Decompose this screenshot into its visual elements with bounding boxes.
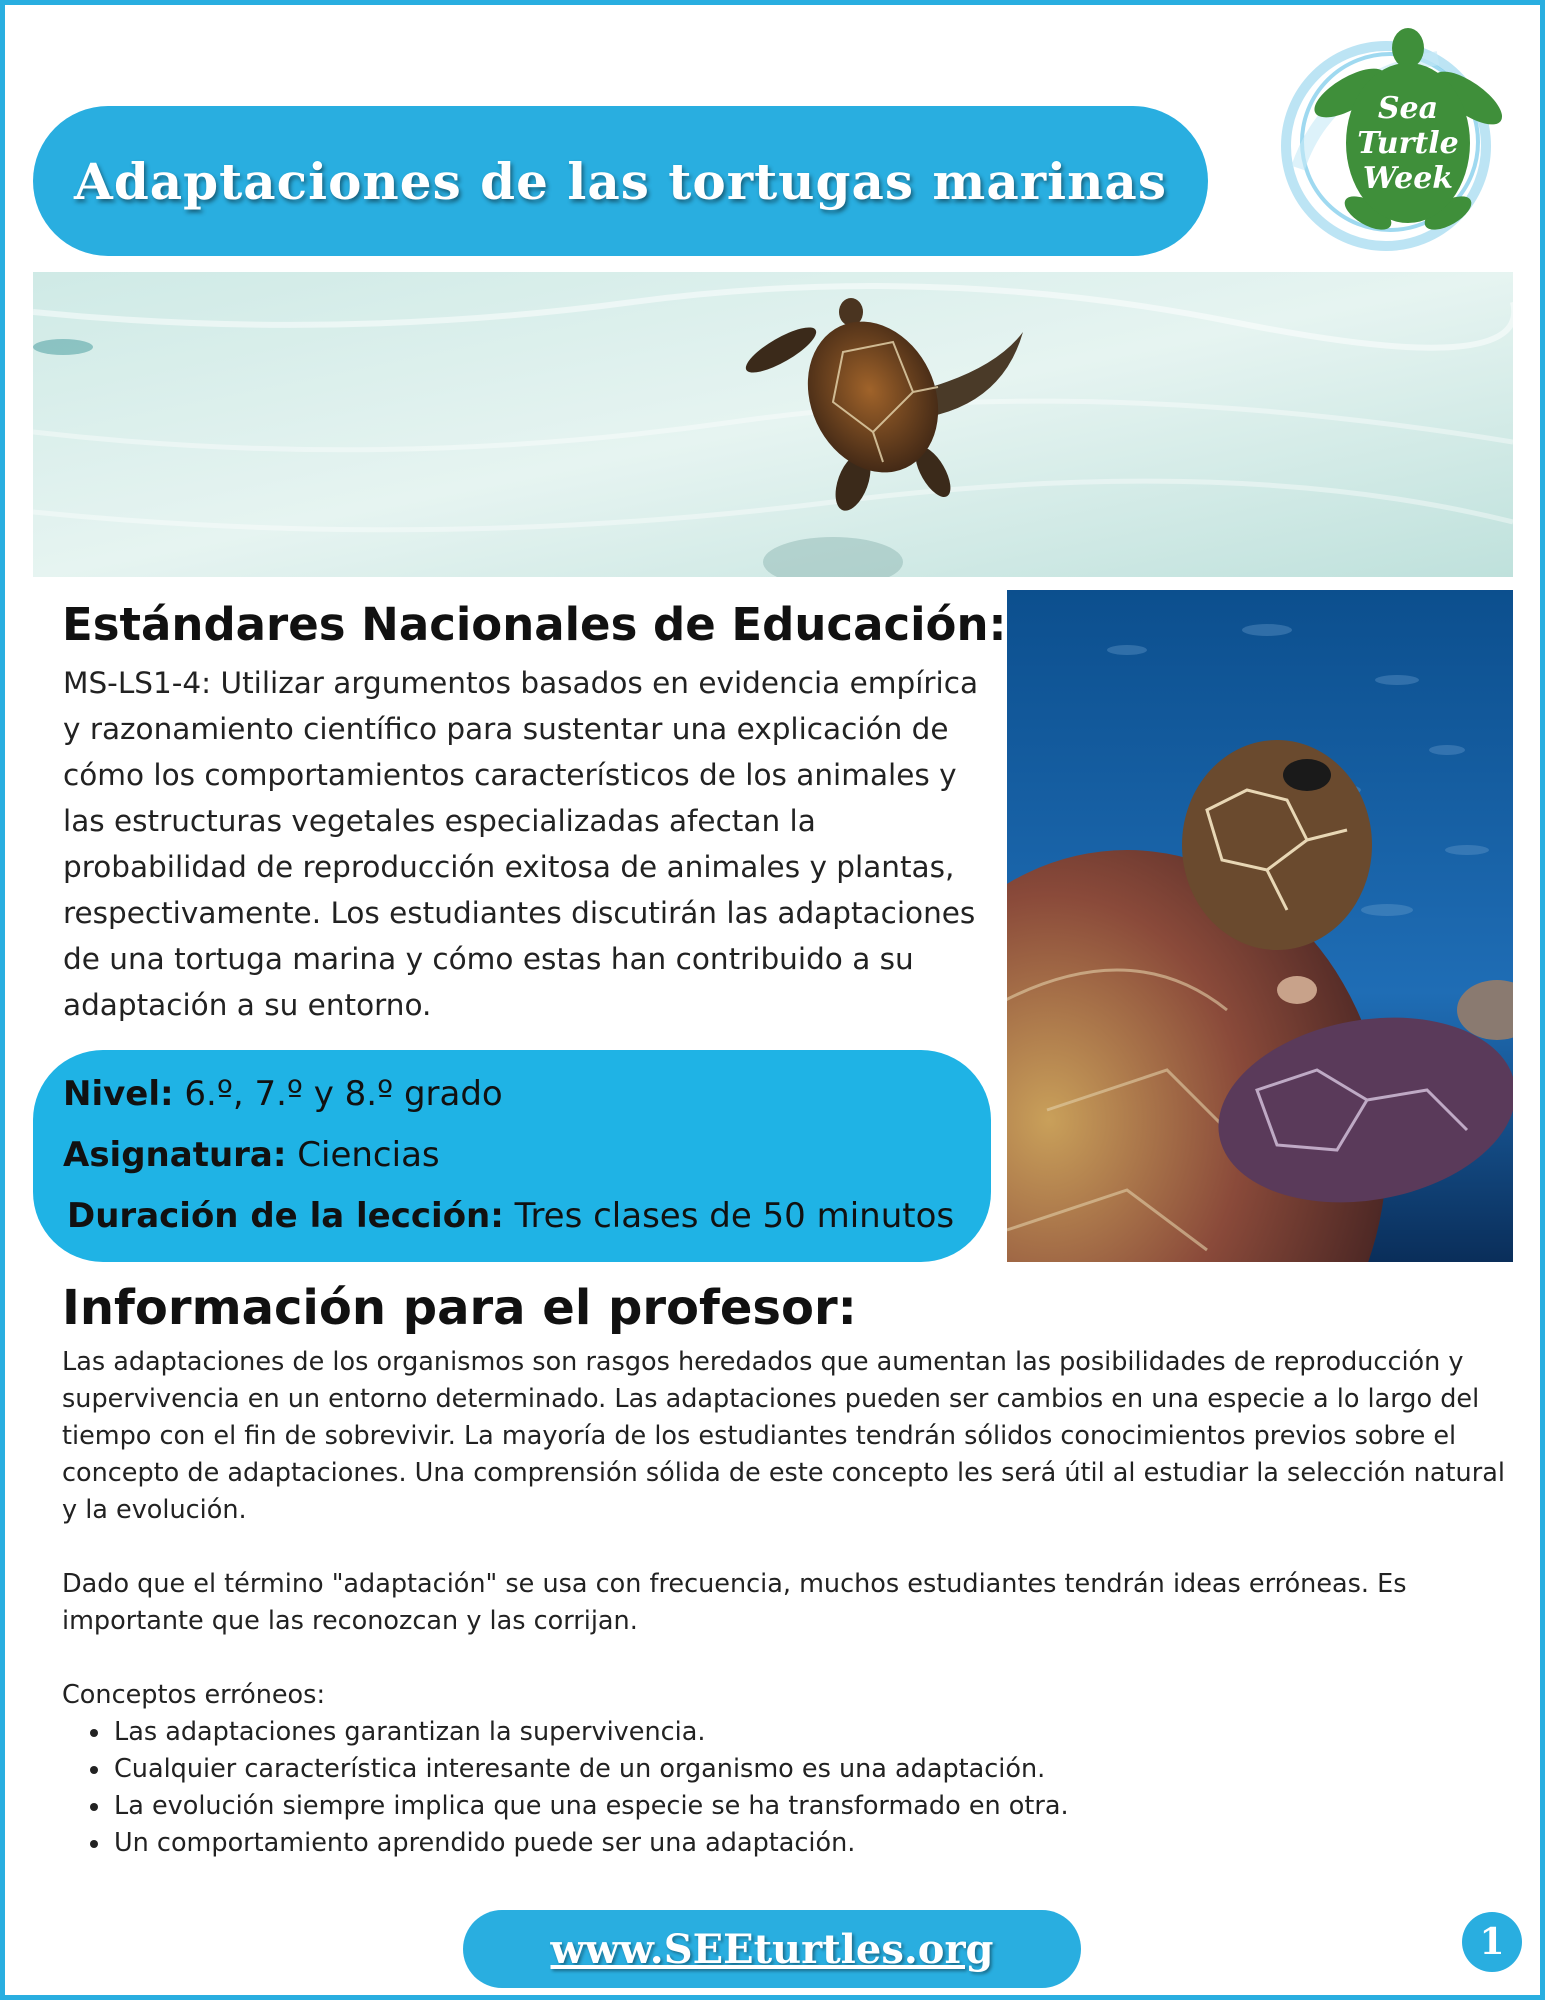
logo-word-turtle: Turtle [1357, 126, 1459, 161]
subject-label: Asignatura: [63, 1135, 287, 1175]
adult-turtle-photo [1007, 590, 1513, 1262]
duration-label: Duración de la lección: [67, 1196, 504, 1236]
standards-heading: Estándares Nacionales de Educación: [62, 598, 1007, 651]
teacher-paragraph-1: Las adaptaciones de los organismos son rasgos heredados que aumentan las posibilidades de reproducción y supervivencia en un entorno determinado. Las adaptaciones pueden ser cambios en una especie a lo largo del tiempo con el fin de sobrevivir. La mayoría de los estudiantes tendrán sólidos conocimientos previos sobre el concepto de adaptaciones. Una comprensión sólida de este concepto les será útil al estudiar la selección natural y la evolución. [62, 1347, 1505, 1525]
misconceptions-label: Conceptos erróneos: [62, 1680, 326, 1710]
level-label: Nivel: [63, 1074, 174, 1114]
list-item: • La evolución siempre implica que una especie se ha transformado en otra. [112, 1788, 1512, 1825]
teacher-info-heading: Información para el profesor: [62, 1280, 857, 1336]
website-link[interactable] [463, 1910, 1081, 1988]
duration-value: Tres clases de 50 minutos [503, 1196, 955, 1236]
sea-turtle-week-logo [1268, 18, 1518, 258]
page-number: 1 [1462, 1912, 1522, 1972]
subject-value: Ciencias [286, 1135, 440, 1175]
misconceptions-list [62, 1714, 1512, 1862]
page-title: Adaptaciones de las tortugas marinas [74, 151, 1167, 211]
level-row [63, 1074, 503, 1114]
list-item: • Cualquier característica interesante de un organismo es una adaptación. [112, 1751, 1512, 1788]
lesson-info-box [33, 1050, 991, 1262]
logo-word-sea: Sea [1377, 91, 1439, 126]
standards-text: MS-LS1-4: Utilizar argumentos basados en evidencia empírica y razonamiento científico para sustentar una explicación de cómo los comportamientos característicos de los animales y las estructuras vegetales especializadas afectan la probabilidad de reproducción exitosa de animales y plantas, respectivamente. Los estudiantes discutirán las adaptaciones de una tortuga marina y cómo estas han contribuido a su adaptación a su entorno. [63, 666, 979, 1022]
list-item: • Un comportamiento aprendido puede ser una adaptación. [112, 1825, 1512, 1862]
banner-turtle-photo [33, 272, 1513, 577]
subject-row [63, 1135, 440, 1175]
logo-word-week: Week [1362, 161, 1454, 196]
website-url[interactable]: www.SEEturtles.org [550, 1925, 994, 1973]
level-value: 6.º, 7.º y 8.º grado [173, 1074, 503, 1114]
teacher-info-text [62, 1344, 1512, 1862]
duration-row [67, 1196, 954, 1236]
teacher-paragraph-2: Dado que el término "adaptación" se usa con frecuencia, muchos estudiantes tendrán ideas erróneas. Es importante que las reconozcan y las corrijan. [62, 1569, 1407, 1636]
title-banner [33, 106, 1208, 256]
list-item: • Las adaptaciones garantizan la supervivencia. [112, 1714, 1512, 1751]
